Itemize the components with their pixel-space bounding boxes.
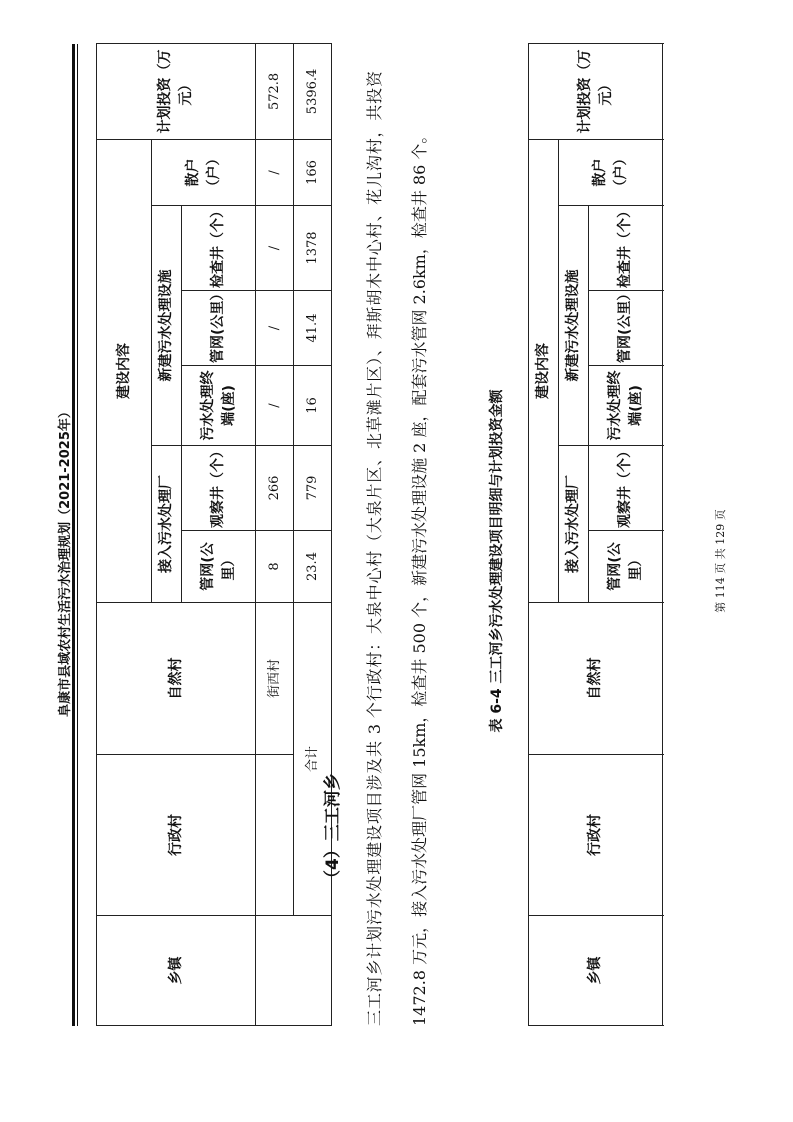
- investment-table-continued: [96, 43, 332, 1026]
- col-header-pipe: 管网(公里）: [589, 531, 663, 603]
- col-header-natural-village: 自然村: [529, 603, 663, 755]
- col-header-check-well: 检查井（个）: [589, 206, 663, 291]
- col-header-terminal: 污水处理终端(座): [589, 366, 663, 446]
- cell-check-well: /: [256, 206, 294, 291]
- col-header-new-facility: 新建污水处理设施: [559, 206, 589, 446]
- cell-investment: 5396.4: [294, 43, 332, 139]
- col-header-admin-village: 行政村: [97, 755, 256, 916]
- col-header-pipe2: 管网(公里）: [182, 291, 256, 366]
- sangonghe-investment-table: [528, 43, 663, 1026]
- cell-natural-village: 街西村: [256, 603, 294, 755]
- col-header-new-facility: 新建污水处理设施: [152, 206, 182, 446]
- cell-terminal: 16: [294, 366, 332, 446]
- col-header-check-well: 检查井（个）: [182, 206, 256, 291]
- col-header-obs-well: 观察井（个）: [182, 446, 256, 531]
- table-row: [256, 43, 294, 1025]
- cell-total-label: 合计: [294, 603, 332, 916]
- col-header-scattered: 散户（户）: [152, 139, 256, 205]
- cell-pipe2: 41.4: [294, 291, 332, 366]
- col-header-construction: 建设内容: [97, 139, 152, 602]
- col-header-pipe2: 管网(公里）: [589, 291, 663, 366]
- col-header-admin-village: 行政村: [529, 755, 663, 916]
- col-header-investment: 计划投资（万元）: [97, 43, 256, 139]
- page-footer: 第 114 页 共 129 页: [714, 509, 727, 613]
- col-header-plant-connect: 接入污水处理厂: [559, 446, 589, 603]
- col-header-construction: 建设内容: [529, 139, 559, 602]
- col-header-town: 乡镇: [97, 916, 256, 1026]
- header-rule-thin: [77, 44, 78, 1026]
- col-header-plant-connect: 接入污水处理厂: [152, 446, 182, 603]
- document-header-title: 阜康市县域农村生活污水治理规划（2021-2025年）: [58, 405, 73, 717]
- table-caption: 表 6-4 三工河乡污水处理建设项目明细与计划投资金额: [489, 389, 505, 733]
- cell-check-well: 1378: [294, 206, 332, 291]
- col-header-natural-village: 自然村: [97, 603, 256, 755]
- cell-scattered: 166: [294, 139, 332, 205]
- col-header-terminal: 污水处理终端(座): [182, 366, 256, 446]
- cell-investment: 572.8: [256, 43, 294, 139]
- cell-terminal: /: [256, 366, 294, 446]
- cell-scattered: /: [256, 139, 294, 205]
- col-header-obs-well: 观察井（个）: [589, 446, 663, 531]
- cell-pipe2: /: [256, 291, 294, 366]
- col-header-scattered: 散户（户）: [559, 139, 663, 205]
- header-rule-thick: [72, 44, 75, 1026]
- cell-pipe: 23.4: [294, 531, 332, 603]
- cell-obs-well: 266: [256, 446, 294, 531]
- col-header-pipe: 管网(公里）: [182, 531, 256, 603]
- body-paragraph: 三工河乡计划污水处理建设项目涉及共 3 个行政村：大泉中心村（大泉片区、北草滩片区）、拜斯胡木中心村、花儿沟村，共投资 1472.8 万元，接入污水处理厂管网 15km，检查井 500 个，新建污水处理设施 2 座，配套污水管网 2.6km，检查井 86 个。: [365, 71, 429, 1026]
- empty-cell: [294, 916, 332, 1026]
- section-title: （4）三工河乡: [323, 773, 343, 887]
- empty-cell: [256, 755, 294, 916]
- cell-pipe: 8: [256, 531, 294, 603]
- cell-obs-well: 779: [294, 446, 332, 531]
- col-header-investment: 计划投资（万元）: [529, 43, 663, 139]
- empty-cell: [256, 916, 294, 1026]
- col-header-town: 乡镇: [529, 916, 663, 1026]
